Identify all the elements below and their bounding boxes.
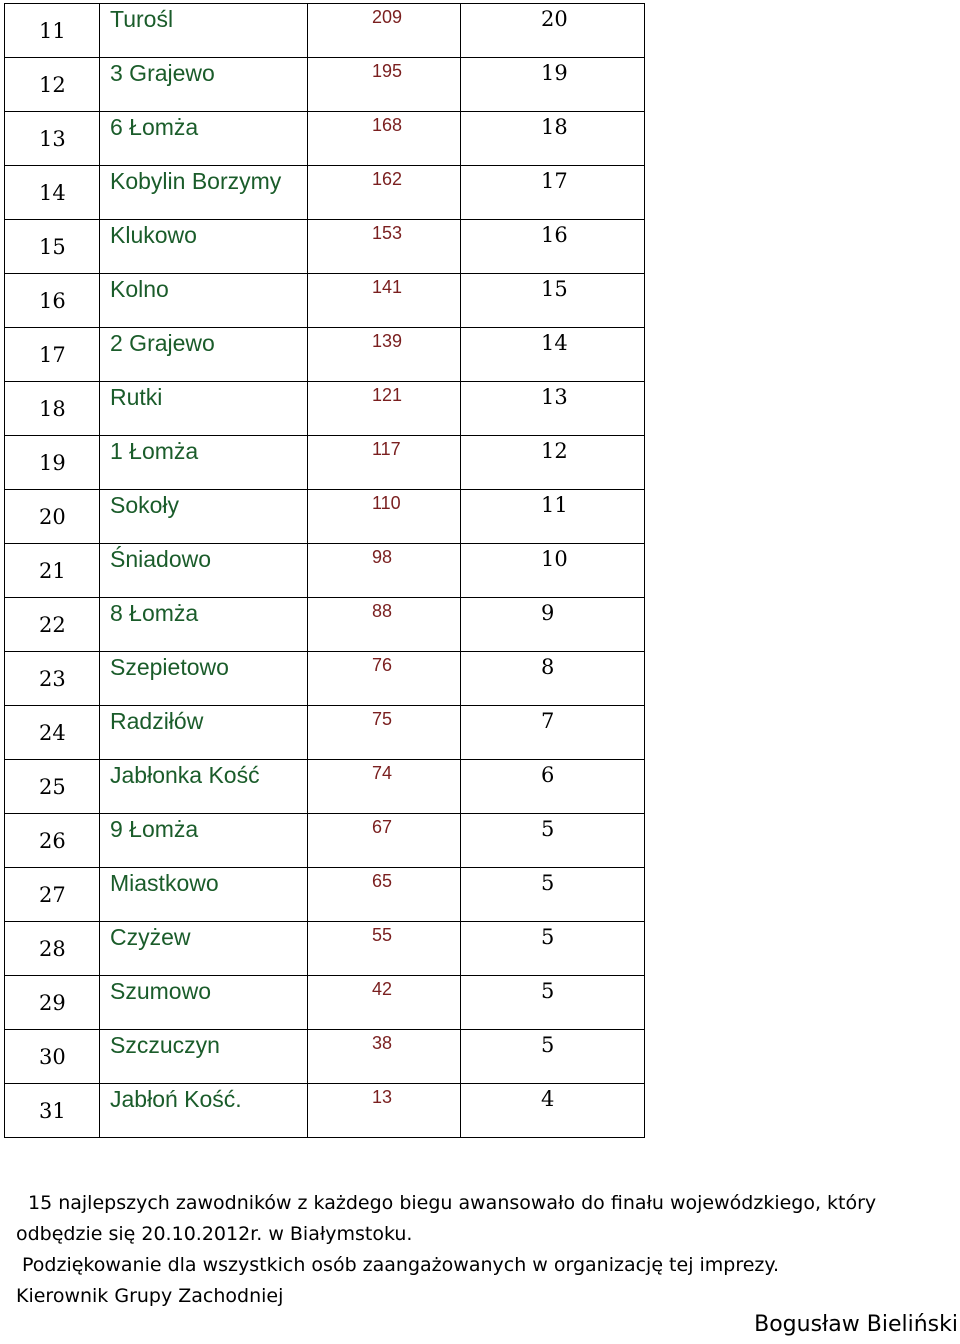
position-cell bbox=[5, 706, 100, 760]
team-value: Kobylin Borzymy bbox=[110, 168, 282, 194]
position-cell bbox=[5, 112, 100, 166]
score-cell bbox=[461, 760, 645, 814]
team-cell bbox=[100, 4, 308, 58]
points-cell bbox=[308, 490, 461, 544]
team-value: Śniadowo bbox=[110, 546, 212, 572]
position-cell bbox=[5, 382, 100, 436]
position-value: 15 bbox=[39, 235, 66, 259]
points-cell bbox=[308, 922, 461, 976]
position-value: 24 bbox=[39, 721, 66, 745]
score-value: 18 bbox=[541, 115, 568, 139]
team-cell bbox=[100, 274, 308, 328]
points-value: 121 bbox=[372, 385, 403, 405]
position-value: 13 bbox=[39, 127, 66, 151]
score-value: 14 bbox=[541, 331, 568, 355]
points-cell bbox=[308, 112, 461, 166]
points-cell bbox=[308, 544, 461, 598]
score-value: 4 bbox=[541, 1087, 555, 1111]
team-cell bbox=[100, 166, 308, 220]
points-cell bbox=[308, 274, 461, 328]
position-value: 27 bbox=[39, 883, 66, 907]
position-value: 22 bbox=[39, 613, 66, 637]
points-value: 153 bbox=[372, 223, 403, 243]
points-cell bbox=[308, 760, 461, 814]
team-cell bbox=[100, 598, 308, 652]
points-cell bbox=[308, 814, 461, 868]
position-value: 14 bbox=[39, 181, 66, 205]
position-value: 20 bbox=[39, 505, 66, 529]
team-cell bbox=[100, 58, 308, 112]
team-cell bbox=[100, 1030, 308, 1084]
score-value: 5 bbox=[541, 1033, 555, 1057]
note-role: Kierownik Grupy Zachodniej bbox=[16, 1285, 284, 1307]
score-cell bbox=[461, 220, 645, 274]
score-value: 5 bbox=[541, 871, 555, 895]
position-cell bbox=[5, 1030, 100, 1084]
points-value: 13 bbox=[372, 1087, 393, 1107]
table-row bbox=[5, 598, 645, 652]
team-value: Jabłoń Kość. bbox=[110, 1086, 242, 1112]
points-value: 38 bbox=[372, 1033, 393, 1053]
position-value: 23 bbox=[39, 667, 66, 691]
position-value: 16 bbox=[39, 289, 66, 313]
results-table-body bbox=[5, 4, 645, 1138]
score-value: 17 bbox=[541, 169, 568, 193]
team-value: 9 Łomża bbox=[110, 816, 199, 842]
team-value: 2 Grajewo bbox=[110, 330, 215, 356]
points-value: 195 bbox=[372, 61, 403, 81]
position-cell bbox=[5, 328, 100, 382]
team-cell bbox=[100, 706, 308, 760]
note-thanks: Podziękowanie dla wszystkich osób zaangażowanych w organizację tej imprezy. bbox=[22, 1254, 779, 1276]
points-cell bbox=[308, 328, 461, 382]
points-value: 117 bbox=[372, 439, 401, 459]
points-cell bbox=[308, 4, 461, 58]
table-row bbox=[5, 1084, 645, 1138]
team-cell bbox=[100, 760, 308, 814]
team-cell bbox=[100, 328, 308, 382]
position-value: 12 bbox=[39, 73, 66, 97]
points-value: 209 bbox=[372, 7, 403, 27]
points-value: 74 bbox=[372, 763, 393, 783]
position-cell bbox=[5, 436, 100, 490]
points-value: 65 bbox=[372, 871, 393, 891]
position-cell bbox=[5, 814, 100, 868]
table-row bbox=[5, 814, 645, 868]
score-cell bbox=[461, 922, 645, 976]
score-cell bbox=[461, 598, 645, 652]
position-value: 21 bbox=[39, 559, 66, 583]
points-value: 162 bbox=[372, 169, 403, 189]
points-value: 110 bbox=[372, 493, 401, 513]
score-cell bbox=[461, 1030, 645, 1084]
score-cell bbox=[461, 814, 645, 868]
team-value: Szepietowo bbox=[110, 654, 229, 680]
score-cell bbox=[461, 1084, 645, 1138]
table-row bbox=[5, 1030, 645, 1084]
position-cell bbox=[5, 58, 100, 112]
position-value: 17 bbox=[39, 343, 66, 367]
team-value: Szczuczyn bbox=[110, 1032, 220, 1058]
score-value: 8 bbox=[541, 655, 555, 679]
team-cell bbox=[100, 382, 308, 436]
table-row bbox=[5, 436, 645, 490]
position-cell bbox=[5, 1084, 100, 1138]
score-value: 19 bbox=[541, 61, 568, 85]
team-value: Czyżew bbox=[110, 924, 191, 950]
position-value: 19 bbox=[39, 451, 66, 475]
team-value: Klukowo bbox=[110, 222, 197, 248]
position-cell bbox=[5, 4, 100, 58]
points-value: 139 bbox=[372, 331, 403, 351]
points-cell bbox=[308, 382, 461, 436]
team-value: 6 Łomża bbox=[110, 114, 199, 140]
team-cell bbox=[100, 868, 308, 922]
score-cell bbox=[461, 706, 645, 760]
table-row bbox=[5, 922, 645, 976]
team-cell bbox=[100, 814, 308, 868]
table-row bbox=[5, 112, 645, 166]
table-row bbox=[5, 4, 645, 58]
points-cell bbox=[308, 436, 461, 490]
results-table bbox=[4, 3, 645, 1138]
team-cell bbox=[100, 976, 308, 1030]
team-cell bbox=[100, 652, 308, 706]
position-cell bbox=[5, 220, 100, 274]
score-value: 5 bbox=[541, 817, 555, 841]
points-value: 42 bbox=[372, 979, 393, 999]
team-cell bbox=[100, 220, 308, 274]
score-cell bbox=[461, 436, 645, 490]
table-row bbox=[5, 706, 645, 760]
score-value: 6 bbox=[541, 763, 555, 787]
team-value: Rutki bbox=[110, 384, 163, 410]
table-row bbox=[5, 58, 645, 112]
points-value: 55 bbox=[372, 925, 393, 945]
position-value: 31 bbox=[39, 1099, 66, 1123]
team-value: Sokoły bbox=[110, 492, 180, 518]
position-cell bbox=[5, 976, 100, 1030]
team-cell bbox=[100, 490, 308, 544]
score-cell bbox=[461, 544, 645, 598]
note-final-date: odbędzie się 20.10.2012r. w Białymstoku. bbox=[16, 1223, 413, 1245]
points-cell bbox=[308, 976, 461, 1030]
team-value: 1 Łomża bbox=[110, 438, 199, 464]
team-value: Miastkowo bbox=[110, 870, 219, 896]
score-cell bbox=[461, 58, 645, 112]
position-cell bbox=[5, 922, 100, 976]
points-value: 76 bbox=[372, 655, 393, 675]
points-value: 168 bbox=[372, 115, 403, 135]
score-cell bbox=[461, 112, 645, 166]
position-cell bbox=[5, 544, 100, 598]
team-value: Jabłonka Kość bbox=[110, 762, 260, 788]
points-cell bbox=[308, 706, 461, 760]
team-value: Kolno bbox=[110, 276, 169, 302]
position-value: 26 bbox=[39, 829, 66, 853]
position-cell bbox=[5, 868, 100, 922]
team-value: Szumowo bbox=[110, 978, 211, 1004]
position-value: 30 bbox=[39, 1045, 66, 1069]
position-value: 28 bbox=[39, 937, 66, 961]
team-value: Radziłów bbox=[110, 708, 204, 734]
points-value: 88 bbox=[372, 601, 393, 621]
score-cell bbox=[461, 490, 645, 544]
table-row bbox=[5, 166, 645, 220]
position-value: 18 bbox=[39, 397, 66, 421]
points-cell bbox=[308, 652, 461, 706]
points-cell bbox=[308, 166, 461, 220]
position-value: 25 bbox=[39, 775, 66, 799]
position-cell bbox=[5, 652, 100, 706]
points-cell bbox=[308, 598, 461, 652]
points-cell bbox=[308, 1030, 461, 1084]
score-cell bbox=[461, 274, 645, 328]
score-value: 10 bbox=[541, 547, 568, 571]
points-value: 98 bbox=[372, 547, 393, 567]
score-value: 5 bbox=[541, 925, 555, 949]
score-value: 5 bbox=[541, 979, 555, 1003]
team-value: 3 Grajewo bbox=[110, 60, 215, 86]
notes bbox=[16, 1188, 876, 1312]
position-cell bbox=[5, 274, 100, 328]
team-cell bbox=[100, 922, 308, 976]
score-cell bbox=[461, 868, 645, 922]
position-cell bbox=[5, 598, 100, 652]
score-cell bbox=[461, 328, 645, 382]
score-value: 7 bbox=[541, 709, 555, 733]
table-row bbox=[5, 544, 645, 598]
score-value: 11 bbox=[541, 493, 568, 517]
score-cell bbox=[461, 166, 645, 220]
position-value: 29 bbox=[39, 991, 66, 1015]
table-row bbox=[5, 976, 645, 1030]
points-cell bbox=[308, 868, 461, 922]
note-advancement: 15 najlepszych zawodników z każdego biegu awansowało do finału wojewódzkiego, który bbox=[28, 1192, 877, 1214]
score-cell bbox=[461, 652, 645, 706]
team-cell bbox=[100, 1084, 308, 1138]
score-value: 13 bbox=[541, 385, 568, 409]
position-cell bbox=[5, 760, 100, 814]
table-row bbox=[5, 490, 645, 544]
score-cell bbox=[461, 4, 645, 58]
table-row bbox=[5, 760, 645, 814]
team-cell bbox=[100, 544, 308, 598]
team-cell bbox=[100, 436, 308, 490]
score-cell bbox=[461, 976, 645, 1030]
team-value: Turośl bbox=[110, 6, 174, 32]
points-cell bbox=[308, 220, 461, 274]
score-value: 15 bbox=[541, 277, 568, 301]
table-row bbox=[5, 652, 645, 706]
score-value: 16 bbox=[541, 223, 568, 247]
score-value: 20 bbox=[541, 7, 568, 31]
points-value: 141 bbox=[372, 277, 403, 297]
points-cell bbox=[308, 58, 461, 112]
score-cell bbox=[461, 382, 645, 436]
team-cell bbox=[100, 112, 308, 166]
table-row bbox=[5, 274, 645, 328]
table-row bbox=[5, 328, 645, 382]
team-value: 8 Łomża bbox=[110, 600, 199, 626]
table-row bbox=[5, 382, 645, 436]
score-value: 12 bbox=[541, 439, 568, 463]
signature-name: Bogusław Bieliński bbox=[754, 1312, 958, 1337]
points-cell bbox=[308, 1084, 461, 1138]
table-row bbox=[5, 868, 645, 922]
position-value: 11 bbox=[39, 19, 66, 43]
table-row bbox=[5, 220, 645, 274]
position-cell bbox=[5, 166, 100, 220]
score-value: 9 bbox=[541, 601, 555, 625]
position-cell bbox=[5, 490, 100, 544]
points-value: 75 bbox=[372, 709, 393, 729]
points-value: 67 bbox=[372, 817, 393, 837]
